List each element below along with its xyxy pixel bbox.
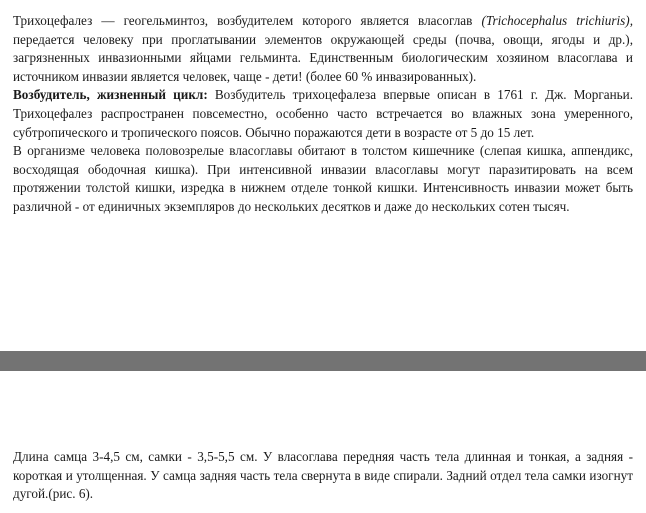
paragraph-life-cycle xyxy=(13,86,633,142)
gray-divider-bar xyxy=(0,351,646,371)
text-block-bottom xyxy=(13,448,633,504)
paragraph-intro xyxy=(13,12,633,86)
paragraph-habitat: В организме человека половозрелые власоглавы обитают в толстом кишечнике (слепая кишка, аппендикс, восходящая ободочная кишка). При интенсивной инвазии власоглавы могут паразитировать на всем протяжении толстой кишки, изредка в нижнем отделе тонкой кишки. Интенсивность инвазии может быть различной - от единичных экземпляров до нескольких десятков и даже до нескольких сотен тысяч. xyxy=(13,143,633,214)
paragraph-morphology: Длина самца 3-4,5 см, самки - 3,5-5,5 см. У власоглава передняя часть тела длинная и тонкая, а задняя - короткая и утолщенная. У самца задняя часть тела свернута в виде спирали. Задний отдел тела самки изогнут дугой.(рис. 6). xyxy=(13,449,633,502)
section-heading: Возбудитель, жизненный цикл: xyxy=(13,87,208,103)
latin-name: (Trichocephalus trichiuris), xyxy=(481,13,634,28)
life-cycle-text: Возбудитель трихоцефалеза впервые описан в 1761 г. Дж. Морганьи. Трихоцефалез распространен повсеместно, особенно часто встречается во влажных зона умеренного, субтропического и тропического поясов. Обычно поражаются дети в возрасте от 5 до 15 лет. xyxy=(13,87,634,140)
text-block-top xyxy=(13,12,633,217)
intro-rest: передается человеку при проглатывании элементов окружающей среды (почва, овощи, ягоды и др.), загрязненных инвазионными яйцами гельминта. Единственным биологическим хозяином власоглава и источником инвазии является человек, чаще - дети! (более 60 % инвазированных). xyxy=(13,31,633,84)
intro-lead: Трихоцефалез — геогельминтоз, возбудителем которого является власоглав xyxy=(13,13,473,28)
